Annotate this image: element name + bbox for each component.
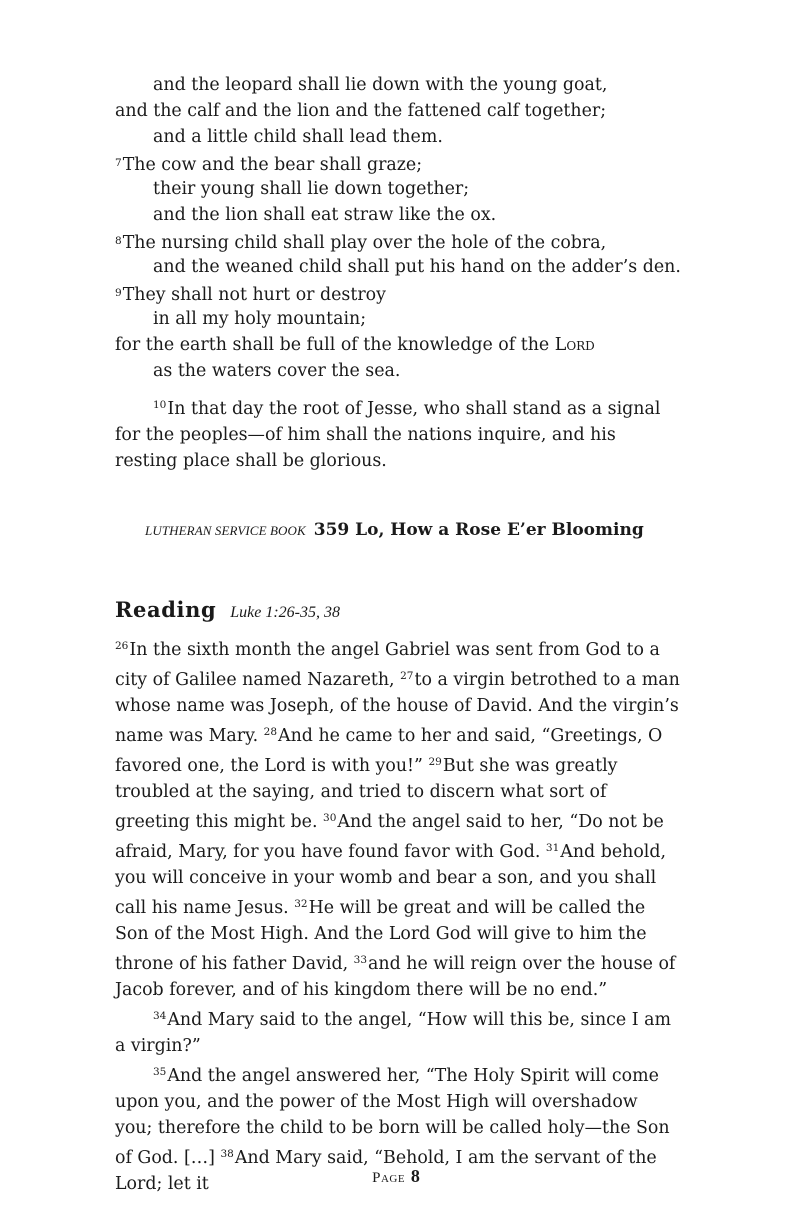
verse-number: 32 — [294, 898, 308, 910]
verse-number: 10 — [153, 399, 167, 411]
page-label: Page — [372, 1170, 406, 1186]
verse-number: 38 — [220, 1148, 234, 1160]
hymn-title: 359 Lo, How a Rose E’er Blooming — [313, 520, 644, 540]
reading-title: Reading — [115, 597, 217, 622]
lord-small-caps: Lord — [554, 335, 595, 355]
poem-line: and a little child shall lead them. — [153, 127, 443, 147]
verse-number: 30 — [323, 812, 337, 824]
verse-number: 27 — [400, 670, 414, 682]
reading-paragraph: $^{35}$And the angel answered her, “The Holy Spirit will come upon you, and the power of the Most High will overshadow you; therefore the child to be born will be called holy—the Son of God. […] $^{38}$And Mary said, “Behold, I am the servant of the Lord; let it — [115, 1066, 670, 1194]
poem-line: and the calf and the lion and the fattened calf together; — [115, 101, 607, 121]
verse-number: 29 — [428, 756, 442, 768]
verse-number: 7 — [115, 157, 122, 169]
verse-number: 34 — [153, 1010, 167, 1022]
poem-line: $^9$They shall not hurt or destroy — [115, 285, 386, 305]
page-footer — [0, 1166, 792, 1187]
reading-paragraph: $^{34}$And Mary said to the angel, “How will this be, since I am a virgin?” — [115, 1010, 671, 1056]
poem-line: as the waters cover the sea. — [153, 361, 401, 381]
page-content — [115, 72, 680, 1197]
hymn-book: LUTHERAN SERVICE BOOK — [145, 523, 306, 538]
hymn-line — [115, 515, 680, 545]
isaiah-poem — [115, 72, 680, 384]
reading-heading — [115, 593, 680, 627]
verse-10-paragraph: $^{10}$In that day the root of Jesse, who shall stand as a signal for the peoples—of him shall the nations inquire, and his resting place shall be glorious. — [115, 399, 661, 471]
poem-line: and the lion shall eat straw like the ox. — [153, 205, 497, 225]
reading-body — [115, 633, 680, 1197]
verse-number: 28 — [263, 726, 278, 738]
poem-line: $^8$The nursing child shall play over the hole of the cobra, — [115, 233, 607, 253]
verse-number: 35 — [153, 1066, 167, 1078]
verse-number: 31 — [545, 842, 560, 854]
poem-line: $^7$The cow and the bear shall graze; — [115, 155, 423, 175]
reading-reference: Luke 1:26-35, 38 — [230, 604, 340, 621]
poem-line: and the weaned child shall put his hand on the adder’s den. — [153, 257, 681, 277]
verse-number: 33 — [353, 954, 368, 966]
verse-number: 9 — [115, 287, 122, 299]
poem-line: in all my holy mountain; — [153, 309, 367, 329]
poem-line: their young shall lie down together; — [153, 179, 470, 199]
verse-number: 26 — [115, 640, 129, 652]
verse-number: 8 — [115, 235, 122, 247]
poem-line: for the earth shall be full of the knowledge of the Lord — [115, 335, 595, 355]
reading-paragraph: $^{26}$In the sixth month the angel Gabriel was sent from God to a city of Galilee named Nazareth, $^{27}$to a virgin betrothed to a man whose name was Joseph, of the house of David. And the virgin’s name was Mary. $^{28}$And he came to her and said, “Greetings, O favored one, the Lord is with you!” $^{29}$But she was greatly troubled at the saying, and tried to discern what sort of greeting this might be. $^{30}$And the angel said to her, “Do not be afraid, Mary, for you have found favor with God. $^{31}$And behold, you will conceive in your womb and bear a son, and you shall call his name Jesus. $^{32}$He will be great and will be called the Son of the Most High. And the Lord God will give to him the throne of his father David, $^{33}$and he will reign over the house of Jacob forever, and of his kingdom there will be no end.” — [115, 640, 680, 1000]
poem-line: and the leopard shall lie down with the young goat, — [153, 75, 608, 95]
page-number: 8 — [410, 1166, 420, 1186]
